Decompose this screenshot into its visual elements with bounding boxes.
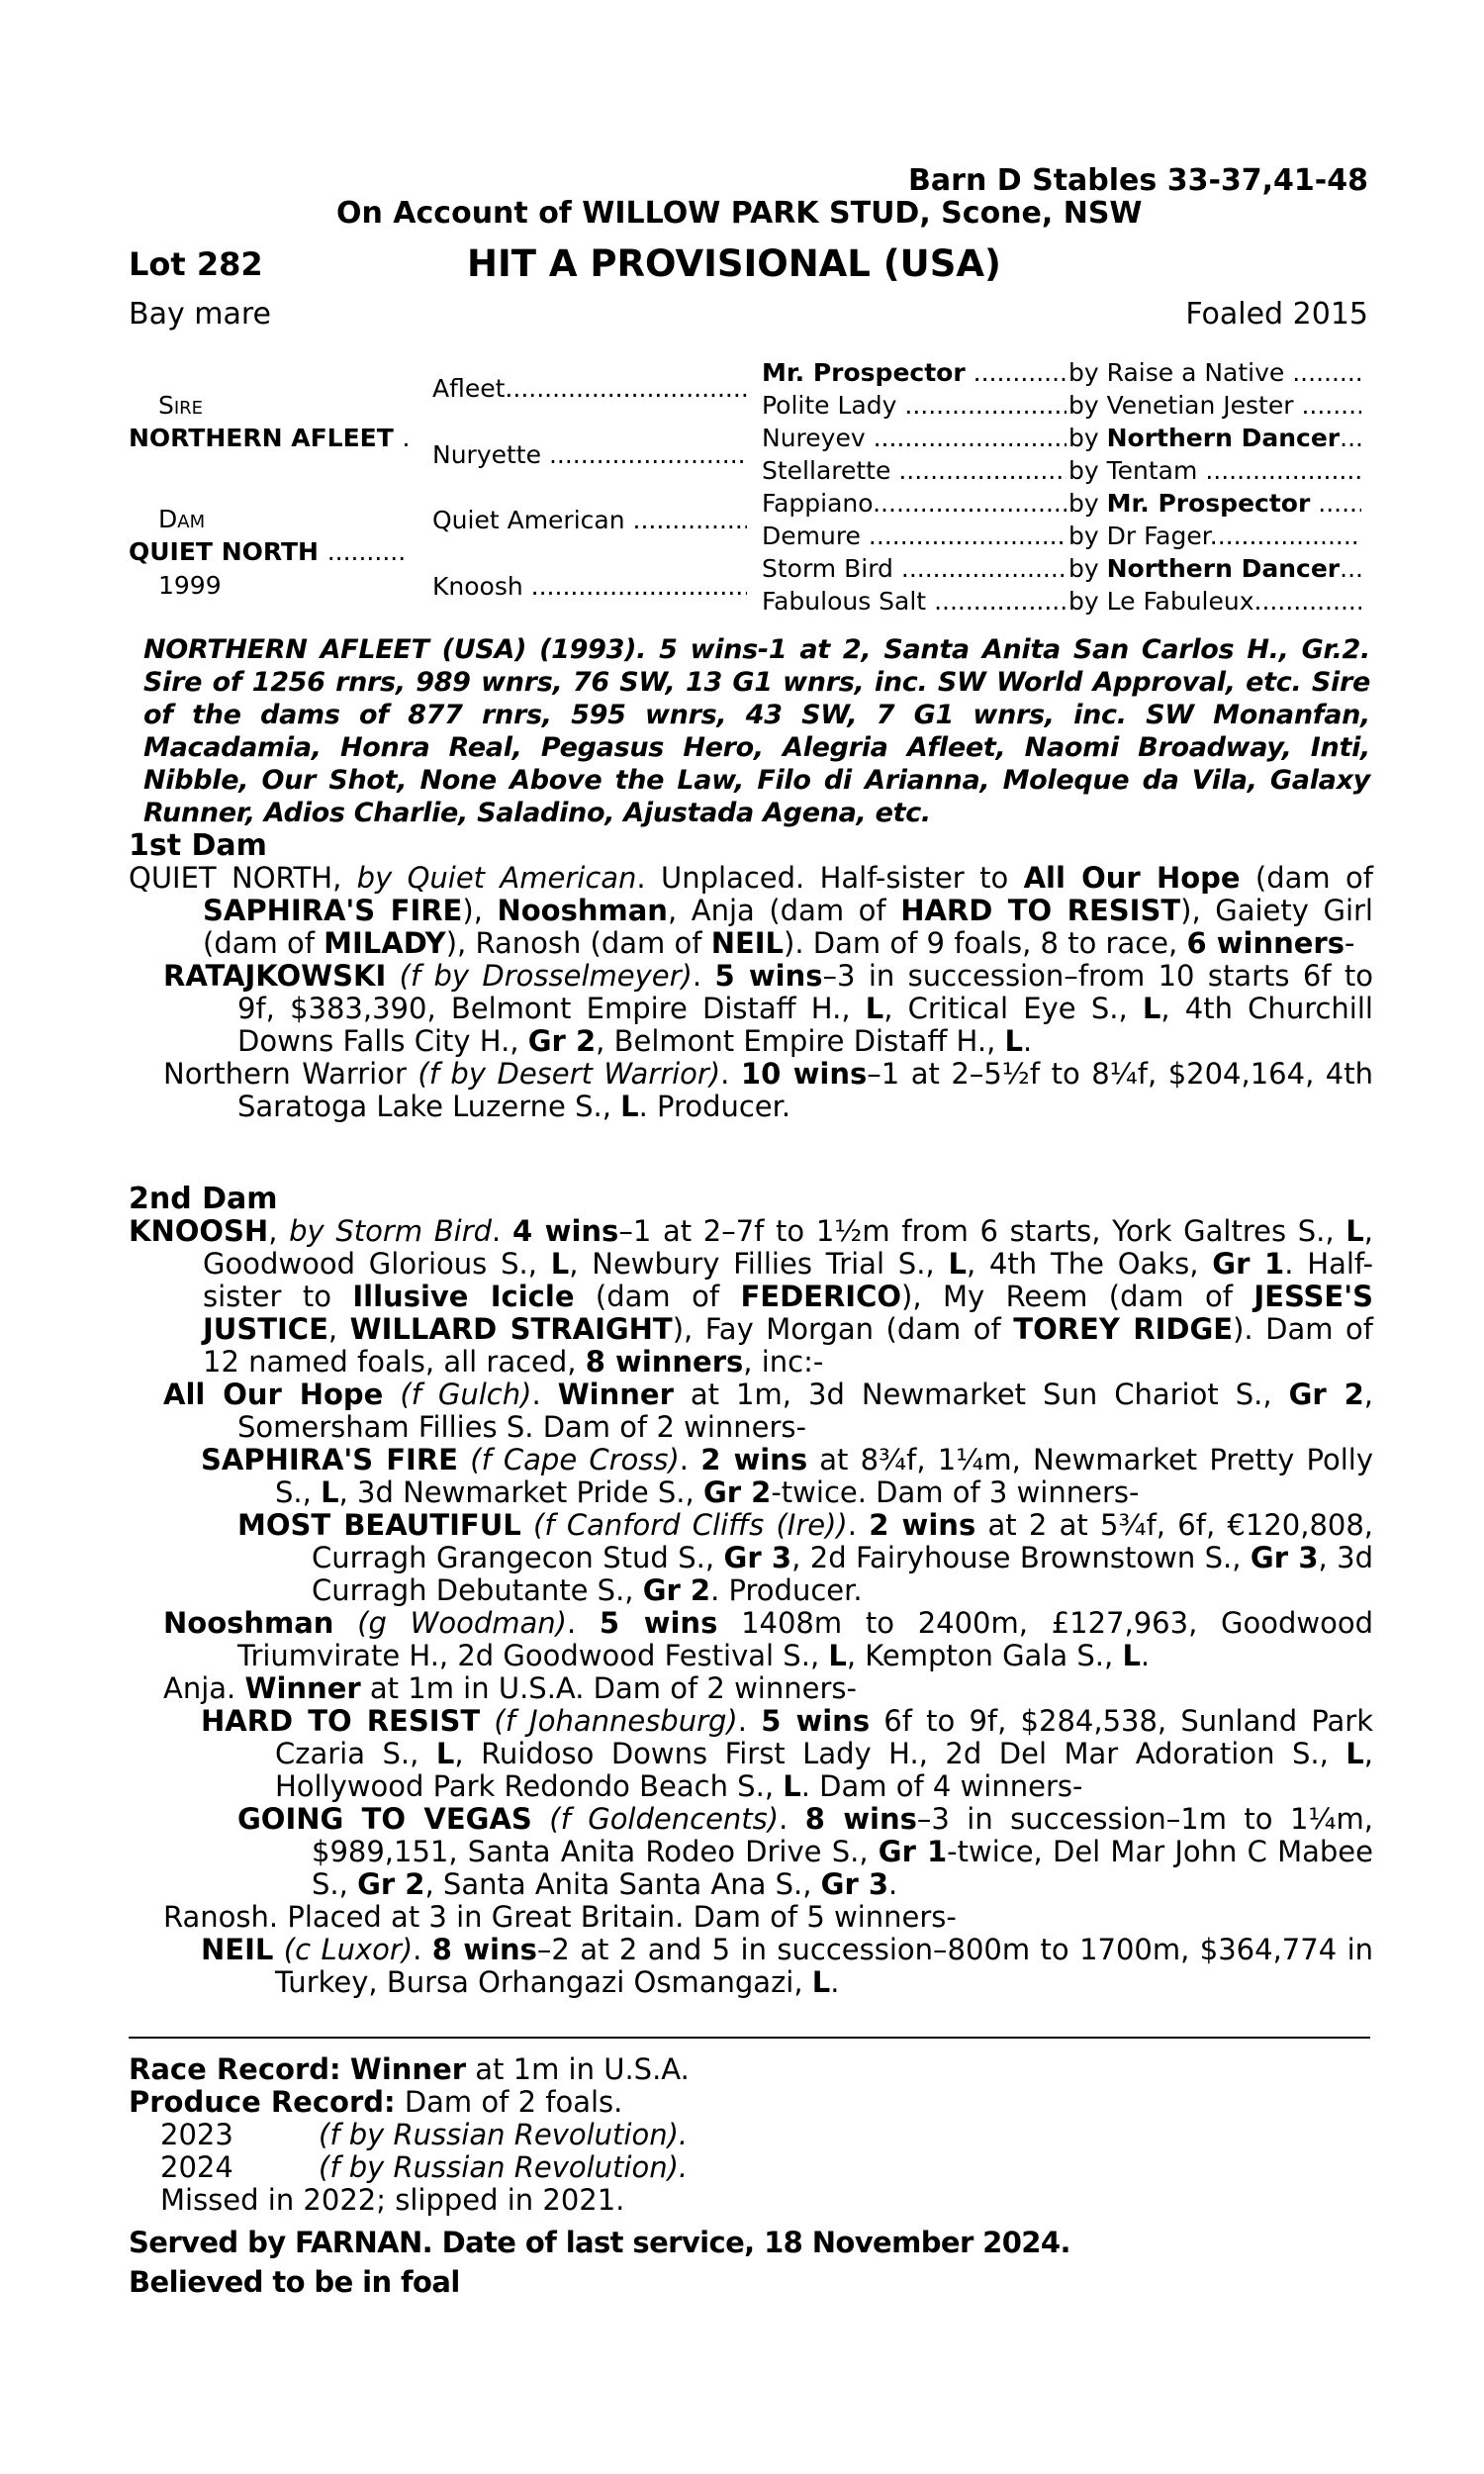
- first-dam-entries: [129, 862, 1373, 1123]
- ggp-name: Polite Lady .....: [762, 391, 1067, 420]
- first-dam-heading: 1st Dam: [129, 828, 267, 863]
- foal-2024-desc: (f by Russian Revolution).: [319, 2150, 689, 2184]
- foal-status: Believed to be in foal: [129, 2265, 460, 2299]
- grandsire-afleet: Afleet .....: [432, 374, 747, 403]
- first-dam-entry: RATAJKOWSKI (f by Drosselmeyer). 5 wins–3 in succession–from 10 starts 6f to 9f, $383,390, Belmont Empire Distaff H., L, Critical Eye S., L, 4th Churchill Downs Falls City H., Gr 2, Belmont Empire Distaff H., L.: [163, 959, 1373, 1058]
- ggp-sire: by Tentam .....: [1068, 456, 1361, 485]
- sire-name: NORTHERN AFLEET .....: [129, 424, 408, 452]
- lot-number: Lot 282: [129, 245, 263, 283]
- ggp-name: Stellarette .....: [762, 456, 1067, 485]
- section-divider: [129, 2037, 1370, 2039]
- ggp-sire: by Northern Dancer .....: [1068, 554, 1361, 583]
- ggp-name: Storm Bird .....: [762, 554, 1067, 583]
- dam-name: QUIET NORTH .....: [129, 537, 408, 566]
- foal-2023: 2023: [160, 2118, 233, 2151]
- produce-record: Produce Record: Dam of 2 foals.: [129, 2085, 623, 2119]
- foal-2024: 2024: [160, 2150, 233, 2184]
- second-dam-entry: HARD TO RESIST (f Johannesburg). 5 wins 6f to 9f, $284,538, Sunland Park Czaria S., L, Ruidoso Downs First Lady H., 2d Del Mar Adoration S., L, Hollywood Park Redondo Beach S., L. Dam of 4 winners-: [201, 1704, 1374, 1803]
- second-dam-entry: SAPHIRA'S FIRE (f Cape Cross). 2 wins at 8¾f, 1¼m, Newmarket Pretty Polly S., L, 3d Newmarket Pride S., Gr 2-twice. Dam of 3 winners-: [201, 1443, 1373, 1509]
- second-dam-entry: All Our Hope (f Gulch). Winner at 1m, 3d Newmarket Sun Chariot S., Gr 2, Somersham Fillies S. Dam of 2 winners-: [163, 1378, 1374, 1444]
- ggp-sire: by Northern Dancer .....: [1068, 424, 1361, 452]
- foaled-year: Foaled 2015: [1185, 297, 1368, 332]
- second-dam-heading: 2nd Dam: [129, 1182, 278, 1216]
- second-dam-entry: Ranosh. Placed at 3 in Great Britain. Dam of 5 winners-: [163, 1900, 957, 1934]
- sire-label: Sire: [158, 391, 204, 420]
- sire-summary: NORTHERN AFLEET (USA) (1993). 5 wins-1 at 2, Santa Anita San Carlos H., Gr.2. Sire of 1256 rnrs, 989 wnrs, 76 SW, 13 G1 wnrs, inc. SW World Approval, etc. Sire of the dams of 877 rnrs, 595 wnrs, 43 SW, 7 G1 wnrs, inc. SW Monanfan, Macadamia, Honra Real, Pegasus Hero, Alegria Afleet, Naomi Broadway, Inti, Nibble, Our Shot, None Above the Law, Filo di Arianna, Moleque da Vila, Galaxy Runner, Adios Charlie, Saladino, Ajustada Agena, etc.: [143, 634, 1370, 828]
- dam-dam-knoosh: Knoosh .....: [432, 572, 747, 601]
- granddam-nuryette: Nuryette .....: [432, 440, 747, 469]
- ggp-sire: by Mr. Prospector .....: [1068, 489, 1361, 518]
- ggp-name: Mr. Prospector .....: [762, 358, 1067, 387]
- ggp-name: Nureyev .....: [762, 424, 1067, 452]
- second-dam-entry: NEIL (c Luxor). 8 wins–2 at 2 and 5 in succession–800m to 1700m, $364,774 in Turkey, Bursa Orhangazi Osmangazi, L.: [201, 1933, 1373, 1999]
- ggp-name: Demure .....: [762, 522, 1067, 550]
- dam-label: Dam: [158, 505, 206, 533]
- dam-sire-quiet-american: Quiet American .....: [432, 506, 747, 534]
- horse-description: Bay mare: [129, 297, 271, 332]
- second-dam-entry: MOST BEAUTIFUL (f Canford Cliffs (Ire)). 2 wins at 2 at 5¾f, 6f, €120,808, Curragh Grangecon Stud S., Gr 3, 2d Fairyhouse Brownstown S., Gr 3, 3d Curragh Debutante S., Gr 2. Producer.: [237, 1508, 1374, 1607]
- ggp-sire: by Dr Fager .....: [1068, 522, 1361, 550]
- foal-2023-desc: (f by Russian Revolution).: [319, 2118, 689, 2151]
- first-dam-section: [129, 829, 1373, 1123]
- second-dam-entries: [129, 1215, 1373, 1999]
- ggp-sire: by Venetian Jester .....: [1068, 391, 1361, 420]
- first-dam-entry: Northern Warrior (f by Desert Warrior). 10 wins–1 at 2–5½f to 8¼f, $204,164, 4th Saratoga Lake Luzerne S., L. Producer.: [163, 1057, 1373, 1123]
- second-dam-entry: Anja. Winner at 1m in U.S.A. Dam of 2 winners-: [163, 1671, 857, 1705]
- second-dam-section: [129, 1183, 1373, 1999]
- second-dam-entry: Nooshman (g Woodman). 5 wins 1408m to 2400m, £127,963, Goodwood Triumvirate H., 2d Goodwood Festival S., L, Kempton Gala S., L.: [163, 1606, 1374, 1672]
- ggp-name: Fabulous Salt .....: [762, 587, 1067, 616]
- first-dam-entry: QUIET NORTH, by Quiet American. Unplaced. Half-sister to All Our Hope (dam of SAPHIRA'S FIRE), Nooshman, Anja (dam of HARD TO RESIST), Gaiety Girl (dam of MILADY), Ranosh (dam of NEIL). Dam of 9 foals, 8 to race, 6 winners-: [129, 861, 1373, 960]
- missed-note: Missed in 2022; slipped in 2021.: [160, 2183, 625, 2217]
- second-dam-entry: GOING TO VEGAS (f Goldencents). 8 wins–3 in succession–1m to 1¼m, $989,151, Santa Anita Rodeo Drive S., Gr 1-twice, Del Mar John C Mabee S., Gr 2, Santa Anita Santa Ana S., Gr 3.: [237, 1802, 1374, 1901]
- second-dam-entry: KNOOSH, by Storm Bird. 4 wins–1 at 2–7f to 1½m from 6 starts, York Galtres S., L, Goodwood Glorious S., L, Newbury Fillies Trial S., L, 4th The Oaks, Gr 1. Half-sister to Illusive Icicle (dam of FEDERICO), My Reem (dam of JESSE'S JUSTICE, WILLARD STRAIGHT), Fay Morgan (dam of TOREY RIDGE). Dam of 12 named foals, all raced, 8 winners, inc:-: [129, 1214, 1373, 1379]
- horse-name: HIT A PROVISIONAL (USA): [467, 242, 1001, 285]
- barn-location: Barn D Stables 33-37,41-48: [908, 163, 1368, 198]
- dam-year: 1999: [158, 571, 222, 600]
- ggp-sire: by Raise a Native .....: [1068, 358, 1361, 387]
- ggp-sire: by Le Fabuleux .....: [1068, 587, 1361, 616]
- ggp-name: Fappiano .....: [762, 489, 1067, 518]
- service-note: Served by FARNAN. Date of last service, 18 November 2024.: [129, 2226, 1070, 2259]
- race-record: Race Record: Winner at 1m in U.S.A.: [129, 2052, 690, 2086]
- vendor-line: On Account of WILLOW PARK STUD, Scone, NSW: [336, 196, 1143, 231]
